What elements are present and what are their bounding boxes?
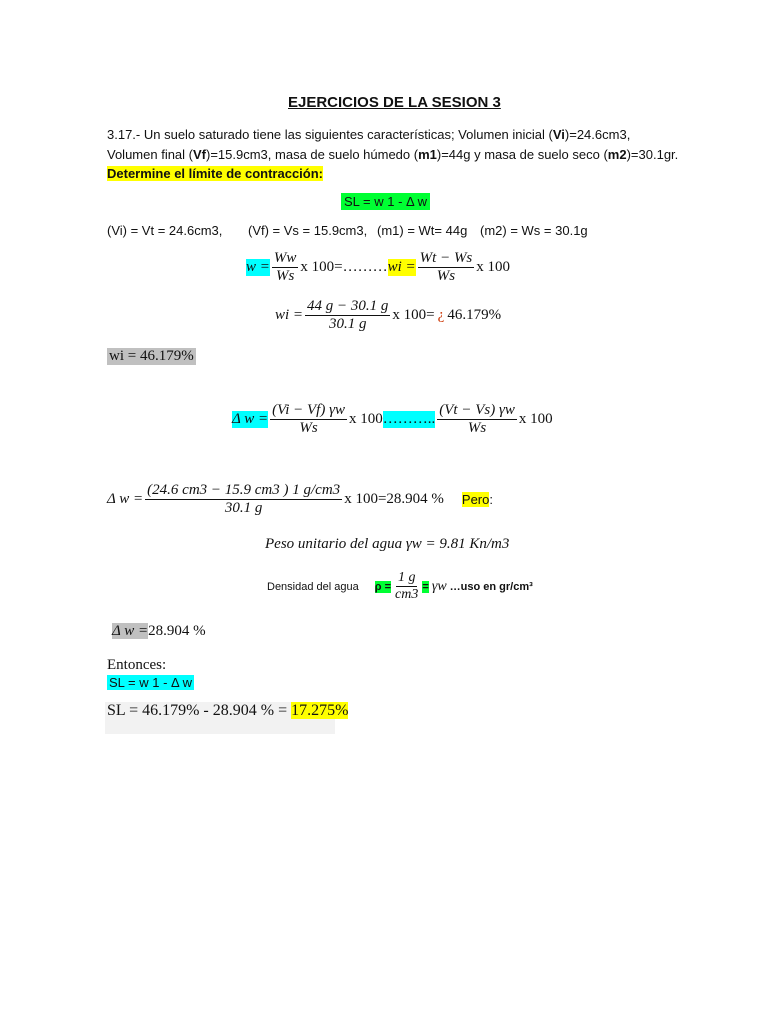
w-equation [246, 250, 510, 286]
densidad-label: Densidad del agua [267, 580, 359, 593]
given-vf: (Vf) = Vs = 15.9cm3, [248, 223, 368, 238]
ww-ws-fraction [272, 250, 299, 286]
wi-calc-result: 46.179% [447, 307, 502, 324]
w-tail: x 100 [476, 259, 511, 276]
dw-calc-tail: x 100=28.904 % [344, 491, 444, 508]
given-vi: (Vi) = Vt = 24.6cm3, [107, 223, 223, 238]
density-equals: = [422, 580, 429, 593]
vf-label: Vf [193, 147, 206, 162]
fraction-denominator: cm3 [395, 587, 419, 603]
fraction-numerator: 44 g − 30.1 g [305, 298, 390, 316]
dw-dots: ……….. [382, 411, 436, 428]
gamma-w: γw [431, 578, 447, 594]
vi-vf-fraction [270, 402, 347, 438]
dw-result-value: 28.904 % [148, 623, 206, 639]
density-fraction [393, 570, 420, 603]
fraction-denominator: Ws [299, 420, 318, 437]
final-result-value: 17.275% [291, 702, 349, 719]
inverted-question-mark: ¿ [437, 307, 445, 324]
task-line [107, 166, 323, 181]
dw-result-lhs: Δ w = [112, 623, 149, 639]
fraction-denominator: Ws [436, 268, 456, 285]
problem-text: )=15.9cm3, masa de suelo húmedo ( [206, 147, 419, 162]
given-m2: (m2) = Ws = 30.1g [480, 223, 588, 238]
vi-label: Vi [552, 127, 565, 142]
entonces-label: Entonces: [107, 657, 167, 673]
problem-line-1 [107, 127, 630, 142]
fraction-denominator: Ws [467, 420, 487, 437]
fraction-numerator: Ww [272, 250, 299, 268]
dw-result [112, 623, 206, 640]
fraction-numerator: 1 g [396, 570, 418, 587]
w-lhs: w = [246, 259, 270, 276]
fraction-numerator: (Vt − Vs) γw [437, 402, 517, 420]
wi-calc-tail: x 100= [392, 307, 435, 324]
dw-equation [232, 402, 553, 438]
pero-text: Pero [461, 492, 490, 508]
final-text: SL = 46.179% - 28.904 % = [107, 702, 288, 719]
problem-text: )=44g y masa de suelo seco ( [436, 147, 608, 162]
m1-label: m1 [418, 147, 437, 162]
wi-calc-fraction [305, 298, 390, 334]
w-mid: x 100=……… [300, 259, 388, 276]
fraction-numerator: (Vi − Vf) γw [270, 402, 347, 420]
vt-vs-fraction [437, 402, 517, 438]
sl-formula: SL = w 1 - Δ w [341, 193, 430, 210]
problem-text: )=24.6cm3, [564, 127, 631, 142]
pero-label [462, 492, 493, 507]
page-title: EJERCICIOS DE LA SESION 3 [288, 94, 501, 111]
rho-label: ρ = [374, 580, 392, 593]
wi-calc-lhs: wi = [275, 307, 304, 324]
pero-colon: : [489, 492, 493, 508]
fraction-denominator: 30.1 g [224, 500, 263, 517]
dw-mid: x 100 [349, 411, 383, 428]
final-result-line [105, 702, 349, 734]
densidad-line [267, 570, 533, 603]
sl-formula-2: SL = w 1 - Δ w [109, 675, 192, 690]
fraction-denominator: 30.1 g [328, 316, 367, 333]
wt-ws-fraction [418, 250, 475, 286]
dw-calc-lhs: Δ w = [107, 491, 144, 508]
wi-calc-equation [275, 298, 501, 334]
fraction-denominator: Ws [275, 268, 295, 285]
wi-result: wi = 46.179% [109, 348, 194, 364]
dw-tail: x 100 [518, 411, 553, 428]
peso-unitario: Peso unitario del agua γw = 9.81 Kn/m3 [265, 536, 510, 552]
problem-text: )=30.1gr. [626, 147, 679, 162]
problem-text: 3.17.- Un suelo saturado tiene las siguientes características; Volumen inicial ( [107, 127, 553, 142]
m2-label: m2 [607, 147, 627, 162]
density-note: …uso en gr/cm³ [449, 580, 533, 593]
fraction-numerator: Wt − Ws [418, 250, 475, 268]
fraction-numerator: (24.6 cm3 − 15.9 cm3 ) 1 g/cm3 [145, 482, 342, 500]
dw-calc-fraction [145, 482, 342, 518]
given-m1: (m1) = Wt= 44g [377, 223, 468, 238]
task-text: Determine el límite de contracción: [107, 166, 324, 181]
dw-calc-equation [107, 482, 493, 518]
wi-lhs: wi = [387, 259, 416, 276]
problem-line-2 [107, 147, 678, 162]
dw-lhs: Δ w = [232, 411, 269, 428]
problem-text: Volumen final ( [107, 147, 193, 162]
